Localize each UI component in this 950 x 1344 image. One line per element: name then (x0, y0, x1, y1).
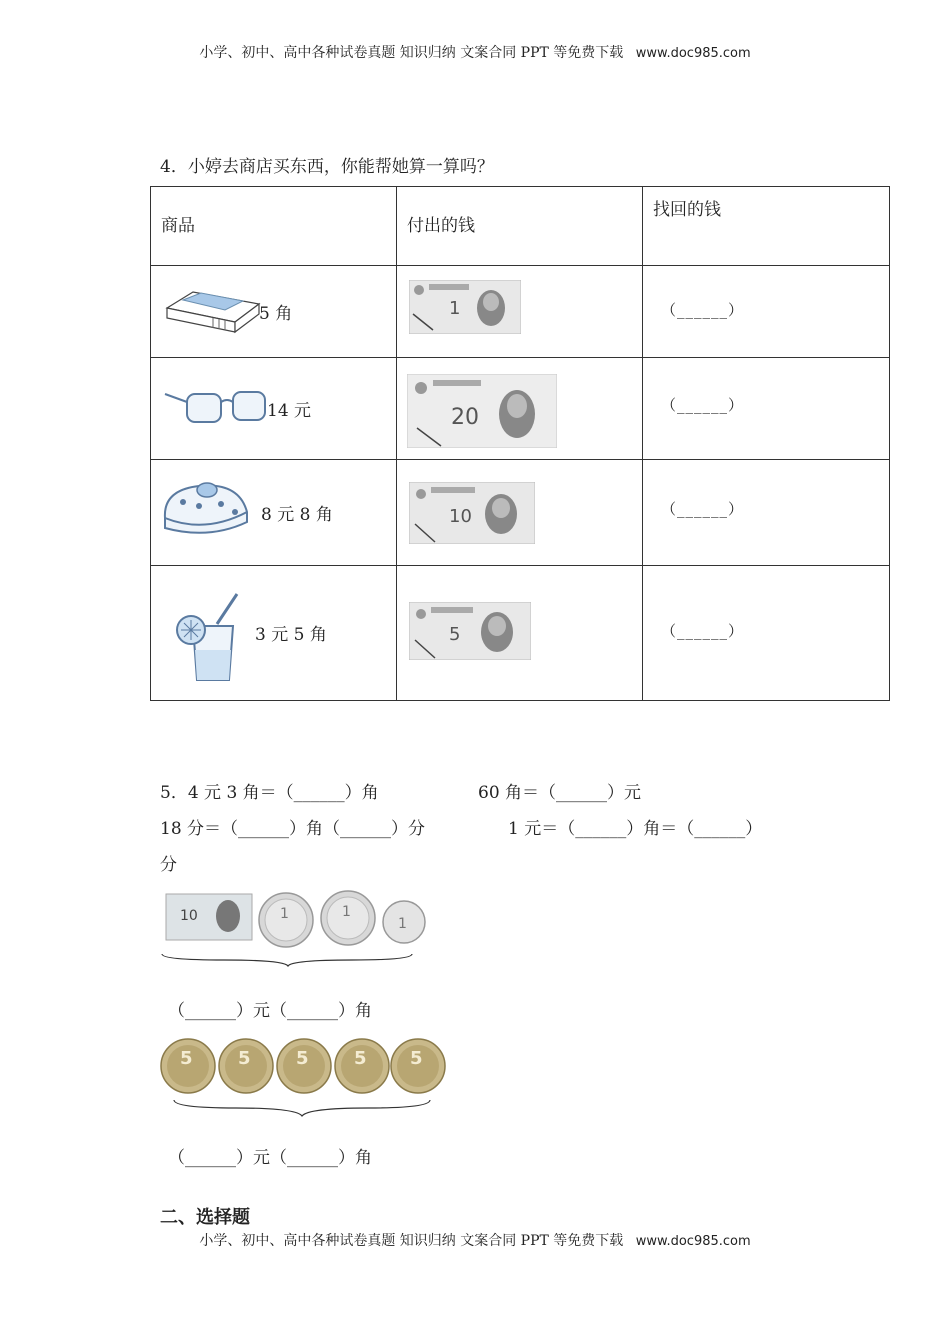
item-cell (151, 266, 397, 358)
note-value: 10 (180, 908, 198, 924)
note-value: 1 (449, 298, 461, 319)
shopping-table (150, 186, 890, 701)
coin-5-jiao-icon (277, 1039, 331, 1093)
answer-blank[interactable]: （______） (661, 301, 745, 319)
page-footer (0, 1230, 950, 1250)
answer-cell[interactable] (643, 566, 890, 701)
q5-line1b: 60 角＝（______）元 (478, 783, 642, 803)
q5-line2a: 18 分＝（______）角（______）分 (160, 819, 426, 839)
coin-value: 1 (280, 906, 289, 922)
money-group-1 (160, 886, 430, 970)
coin-1-yuan-icon (259, 893, 313, 947)
coin-value: 1 (398, 916, 407, 932)
cake-icon (159, 478, 253, 544)
paid-cell (397, 358, 643, 460)
note-value: 5 (449, 624, 461, 645)
banknote-10-yuan-icon (166, 894, 252, 940)
paid-cell (397, 566, 643, 701)
item-cell (151, 566, 397, 701)
header-change: 找回的钱 (653, 200, 721, 220)
table-row (151, 358, 890, 460)
glasses-icon (163, 380, 267, 436)
header-cell-item (151, 187, 397, 266)
coin-5-jiao-icon (161, 1039, 215, 1093)
item-cell (151, 358, 397, 460)
footer-text: 小学、初中、高中各种试卷真题 知识归纳 文案合同 PPT 等免费下载 (199, 1233, 624, 1249)
header-item: 商品 (161, 216, 195, 236)
banknote-1-yuan-icon (409, 280, 521, 334)
item-price: 14 元 (267, 401, 312, 421)
coin-value: 5 (410, 1048, 423, 1069)
coin-value: 1 (342, 904, 351, 920)
table-header-row (151, 187, 890, 266)
header-site: www.doc985.com (635, 46, 751, 61)
answer-cell[interactable] (643, 266, 890, 358)
answer-blank[interactable]: （______） (661, 622, 745, 640)
item-price: 8 元 8 角 (261, 505, 333, 525)
banknote-5-yuan-icon (409, 602, 531, 660)
coin-value: 5 (354, 1048, 367, 1069)
coin-1-yuan-icon (321, 891, 375, 945)
eraser-icon (163, 288, 263, 338)
table-row (151, 566, 890, 701)
header-cell-paid (397, 187, 643, 266)
coin-value: 5 (238, 1048, 251, 1069)
brace-icon (174, 1100, 430, 1116)
question-4-title: 4．小婷去商店买东西，你能帮她算一算吗？ (160, 157, 494, 177)
brace-icon (162, 954, 412, 966)
answer-cell[interactable] (643, 460, 890, 566)
coin-5-jiao-icon (391, 1039, 445, 1093)
q5-fill1[interactable]: （______）元（______）角 (168, 1001, 372, 1021)
header-text: 小学、初中、高中各种试卷真题 知识归纳 文案合同 PPT 等免费下载 (199, 45, 624, 61)
header-cell-change (643, 187, 890, 266)
q5-line1a: 5．4 元 3 角＝（______）角 (160, 783, 379, 803)
item-price: 3 元 5 角 (255, 625, 327, 645)
paid-cell (397, 460, 643, 566)
table-row (151, 460, 890, 566)
answer-blank[interactable]: （______） (661, 500, 745, 518)
note-value: 10 (449, 506, 472, 527)
answer-blank[interactable]: （______） (661, 396, 745, 414)
footer-site: www.doc985.com (635, 1234, 751, 1249)
banknote-20-yuan-icon (407, 374, 557, 448)
note-value: 20 (451, 405, 479, 430)
q5-line2b: 1 元＝（______）角＝（______） (508, 819, 763, 839)
coin-5-jiao-icon (335, 1039, 389, 1093)
item-price: 5 角 (259, 304, 293, 324)
section-2-title: 二、选择题 (160, 1207, 250, 1228)
q5-fill2[interactable]: （______）元（______）角 (168, 1148, 372, 1168)
coin-1-jiao-icon (383, 901, 425, 943)
q5-line3: 分 (160, 855, 177, 875)
item-cell (151, 460, 397, 566)
answer-cell[interactable] (643, 358, 890, 460)
juice-icon (175, 590, 245, 684)
coin-value: 5 (180, 1048, 193, 1069)
coin-5-jiao-icon (219, 1039, 273, 1093)
money-group-2 (160, 1032, 450, 1122)
paid-cell (397, 266, 643, 358)
coin-value: 5 (296, 1048, 309, 1069)
header-paid: 付出的钱 (407, 216, 475, 236)
page-header (0, 42, 950, 62)
banknote-10-yuan-icon (409, 482, 535, 544)
table-row (151, 266, 890, 358)
